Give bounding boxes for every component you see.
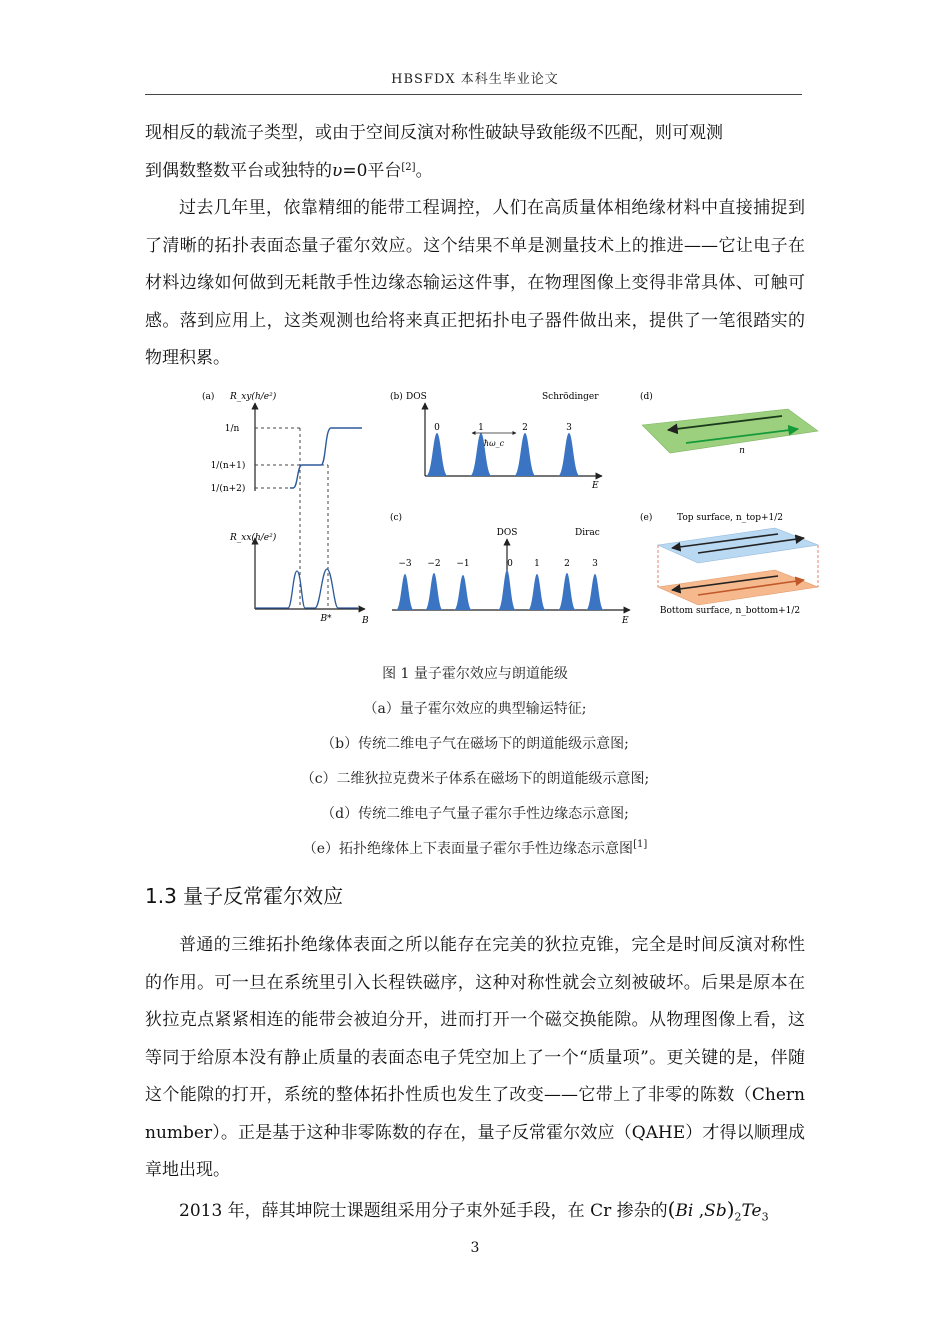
caption-d: （d）传统二维电子气量子霍尔手性边缘态示意图; <box>321 806 629 822</box>
panel-c-tag: (c) <box>390 513 403 523</box>
panel-c-xlabel: E <box>622 616 629 626</box>
formula-comma: , <box>693 1201 705 1221</box>
landau-peak <box>426 433 448 476</box>
peak-label: 0 <box>507 559 513 569</box>
paragraph-3-text: 普通的三维拓扑绝缘体表面之所以能存在完美的狄拉克锥，完全是时间反演对称性的作用。可一旦在系统里引入长程铁磁序，这种对称性就会立刻被破坏。后果是原本在狄拉克点紧紧相连的能带会被迫分开，进而打开一个磁交换能隙。从物理图像上看，这等同于给原本没有静止质量的表面态电子凭空加上了一个“质量项”。更关键的是，伴随这个能隙的打开，系统的整体拓扑性质也发生了改变——它带上了非零的陈数（Chern number）。正是基于这种非零陈数的存在，量子反常霍尔效应（QAHE）才得以顺理成章地出现。 <box>145 935 805 1180</box>
panel-b <box>390 391 602 491</box>
landau-peak <box>425 573 443 610</box>
level-label: 1/(n+1) <box>210 461 246 471</box>
section-heading: 1.3 量子反常霍尔效应 <box>145 884 344 908</box>
paragraph-1-line-2 <box>145 153 805 191</box>
green-plane <box>642 409 818 453</box>
landau-peak <box>454 575 472 610</box>
paragraph-4 <box>145 1191 805 1236</box>
panel-a-ylabel-bottom: R_xx(h/e²) <box>230 533 277 543</box>
landau-peak <box>558 573 576 610</box>
panel-a-ylabel-top: R_xy(h/e²) <box>230 392 277 402</box>
panel-b-title: Schrödinger <box>542 392 599 402</box>
landau-peak <box>586 574 604 610</box>
page-number: 3 <box>470 1240 480 1256</box>
citation: [1] <box>633 839 648 850</box>
panel-d-tag: (d) <box>640 392 653 402</box>
text-run: 到偶数整数平台或独特的 <box>145 160 332 181</box>
level-label: 1/n <box>224 424 240 434</box>
peak-label: −2 <box>427 559 441 569</box>
landau-peak <box>396 574 414 610</box>
panel-a <box>202 391 369 626</box>
citation: [2] <box>401 161 416 173</box>
panel-b-tag: (b) <box>390 392 403 402</box>
caption-e-line <box>0 838 950 858</box>
nu-symbol: υ <box>332 160 343 181</box>
paragraph-1-line-1: 现相反的载流子类型，或由于空间反演对称性破缺导致能级不匹配，则可观测 <box>145 123 723 143</box>
landau-peak <box>558 433 580 476</box>
peak-label: 1 <box>478 423 484 433</box>
panel-a-tag: (a) <box>202 392 215 402</box>
panel-e-bottom-label: Bottom surface, n_bottom+1/2 <box>659 606 801 616</box>
level-label: 1/(n+2) <box>210 484 246 494</box>
panel-c-dos: DOS <box>496 528 518 538</box>
peaks-c <box>396 559 604 610</box>
panel-e-top-label: Top surface, n_top+1/2 <box>677 513 783 523</box>
page-header: HBSFDX 本科生毕业论文 <box>391 72 559 87</box>
formula-te: Te <box>741 1201 762 1221</box>
peaks-b <box>426 423 580 476</box>
caption-c: （c）二维狄拉克费米子体系在磁场下的朗道能级示意图; <box>300 771 650 787</box>
paragraph-3 <box>145 927 805 1190</box>
formula-subscript: 3 <box>761 1210 769 1224</box>
panel-a-xlabel: B <box>362 616 369 626</box>
paragraph-1 <box>145 115 805 190</box>
figure-caption: 图 1 量子霍尔效应与朗道能级 <box>382 666 568 682</box>
peak-label: −3 <box>398 559 412 569</box>
peak-label: 2 <box>564 559 570 569</box>
text-run: 。 <box>415 160 433 181</box>
top-surface-plane <box>658 528 818 563</box>
figure-1-svg <box>190 383 830 633</box>
formula-subscript: 2 <box>734 1210 742 1224</box>
peak-label: 0 <box>434 423 440 433</box>
peak-label: 3 <box>592 559 598 569</box>
formula-paren: ( <box>667 1197 676 1221</box>
text-run: =0平台 <box>342 160 402 181</box>
paragraph-4-text: 2013 年，薛其坤院士课题组采用分子束外延手段，在 Cr 掺杂的 <box>179 1201 668 1221</box>
panel-d-label: n <box>739 446 745 456</box>
landau-peak <box>514 433 536 476</box>
bstar-label: B* <box>320 614 332 624</box>
spacing-label: ħω_c <box>483 439 505 448</box>
panel-b-dos: DOS <box>406 392 427 402</box>
formula-bi: Bi <box>675 1201 694 1221</box>
caption-b: （b）传统二维电子气在磁场下的朗道能级示意图; <box>321 736 629 752</box>
panel-c-title: Dirac <box>575 528 600 538</box>
figure-1 <box>190 383 830 633</box>
panel-d <box>640 391 818 456</box>
paragraph-2-text: 过去几年里，依靠精细的能带工程调控，人们在高质量体相绝缘材料中直接捕捉到了清晰的拓扑表面态量子霍尔效应。这个结果不单是测量技术上的推进——它让电子在材料边缘如何做到无耗散手性边缘态输运这件事，在物理图像上变得非常具体、可触可感。落到应用上，这类观测也给将来真正把拓扑电子器件做出来，提供了一笔很踏实的物理积累。 <box>145 198 805 368</box>
panel-c <box>390 512 630 626</box>
formula-sb: Sb <box>704 1201 727 1221</box>
peak-label: −1 <box>456 559 470 569</box>
header-rule <box>145 94 802 95</box>
paragraph-4-line <box>145 1191 805 1236</box>
formula-paren: ) <box>726 1197 735 1221</box>
paragraph-2 <box>145 190 805 378</box>
panel-e <box>640 512 818 616</box>
landau-peak <box>528 574 546 610</box>
landau-peak <box>498 570 516 610</box>
peak-label: 2 <box>522 423 528 433</box>
caption-e: （e）拓扑绝缘体上下表面量子霍尔手性边缘态示意图 <box>302 841 634 857</box>
bottom-surface-plane <box>658 570 818 605</box>
panel-b-xlabel: E <box>592 481 599 491</box>
peak-label: 1 <box>534 559 540 569</box>
caption-a: （a）量子霍尔效应的典型输运特征; <box>363 701 587 717</box>
panel-e-tag: (e) <box>640 513 653 523</box>
peak-label: 3 <box>566 423 572 433</box>
